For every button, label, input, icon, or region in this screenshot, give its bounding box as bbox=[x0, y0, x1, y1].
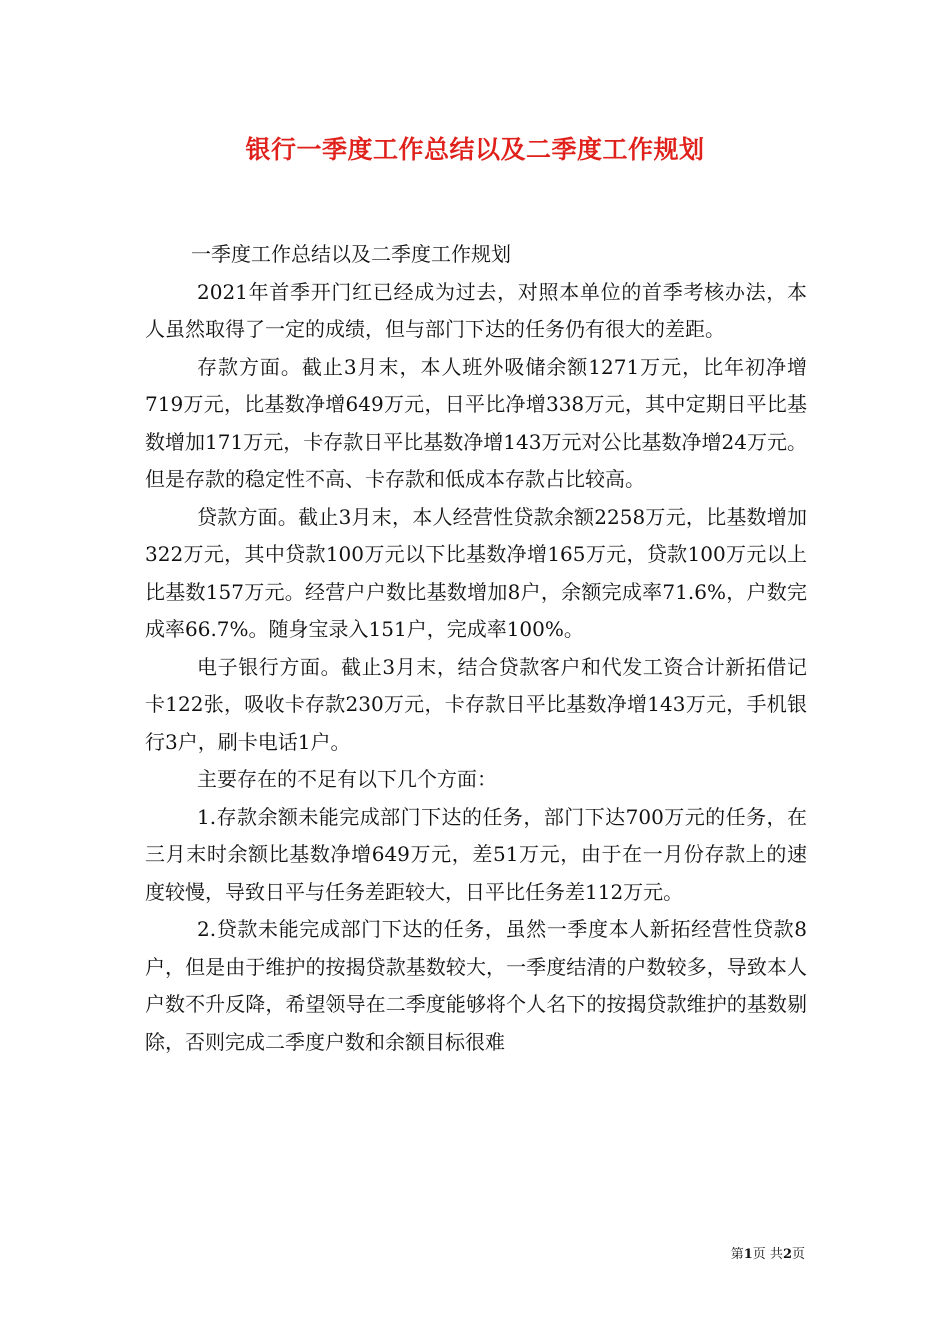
page-middle: 页 共 bbox=[752, 1247, 783, 1262]
document-body bbox=[145, 236, 807, 1061]
paragraph-intro: 2021年首季开门红已经成为过去，对照本单位的首季考核办法，本人虽然取得了一定的成绩，但与部门下达的任务仍有很大的差距。 bbox=[145, 279, 807, 341]
total-pages-number: 2 bbox=[782, 1247, 792, 1262]
paragraph-shortcoming-1: 1.存款余额未能完成部门下达的任务，部门下达700万元的任务，在三月末时余额比基数净增649万元，差51万元，由于在一月份存款上的速度较慢，导致日平与任务差距较大，日平比任务差112万元。 bbox=[145, 804, 807, 904]
paragraph-shortcoming-2: 2.贷款未能完成部门下达的任务，虽然一季度本人新拓经营性贷款8户，但是由于维护的按揭贷款基数较大，一季度结清的户数较多，导致本人户数不升反降，希望领导在二季度能够将个人名下的按揭贷款维护的基数剔除，否则完成二季度户数和余额目标很难 bbox=[145, 917, 807, 1054]
page-suffix: 页 bbox=[791, 1247, 805, 1262]
paragraph-shortcomings-heading: 主要存在的不足有以下几个方面： bbox=[197, 767, 497, 791]
paragraph-loans: 贷款方面。截止3月末，本人经营性贷款余额2258万元，比基数增加322万元，其中贷款100万元以下比基数净增165万元，贷款100万元以上比基数157万元。经营户户数比基数增加8户，余额完成率71.6%，户数完成率66.7%。随身宝录入151户，完成率100%。 bbox=[145, 504, 807, 641]
page-number-footer bbox=[731, 1246, 805, 1264]
page-prefix: 第 bbox=[730, 1247, 744, 1262]
paragraph-deposits: 存款方面。截止3月末，本人班外吸储余额1271万元，比年初净增719万元，比基数净增649万元，日平比净增338万元，其中定期日平比基数增加171万元，卡存款日平比基数净增143万元对公比基数净增24万元。但是存款的稳定性不高、卡存款和低成本存款占比较高。 bbox=[145, 354, 807, 491]
paragraph-e-banking: 电子银行方面。截止3月末，结合贷款客户和代发工资合计新拓借记卡122张，吸收卡存款230万元，卡存款日平比基数净增143万元，手机银行3户，刷卡电话1户。 bbox=[145, 654, 807, 754]
document-title: 银行一季度工作总结以及二季度工作规划 bbox=[245, 135, 705, 164]
current-page-number: 1 bbox=[743, 1247, 753, 1262]
paragraph-subtitle: 一季度工作总结以及二季度工作规划 bbox=[191, 242, 511, 266]
